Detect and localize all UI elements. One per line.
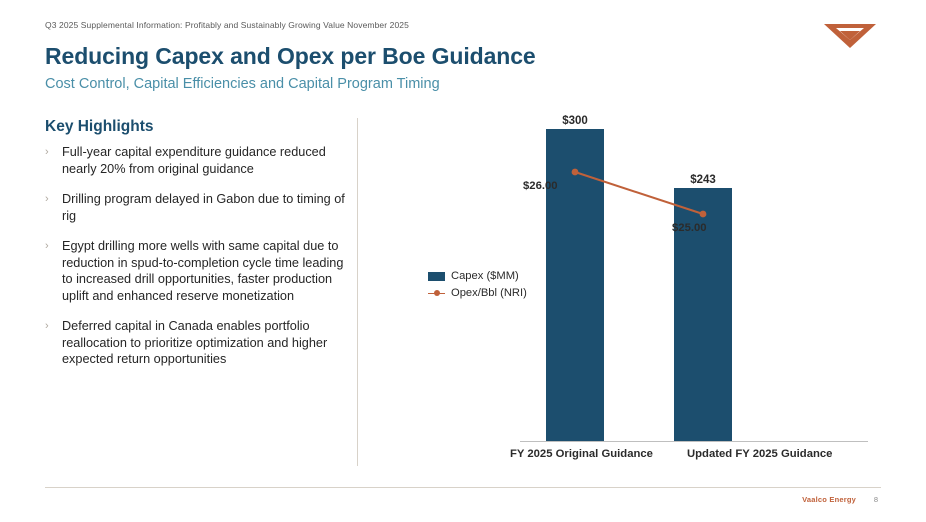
key-highlights-list — [45, 144, 345, 382]
legend-label: Capex ($MM) — [451, 270, 519, 282]
opex-value-label-updated: $25.00 — [672, 222, 707, 234]
capex-opex-chart — [380, 112, 890, 472]
legend-label: Opex/Bbl (NRI) — [451, 287, 527, 299]
footer-page-number: 8 — [873, 495, 878, 504]
list-item — [45, 191, 345, 224]
legend-item-capex — [428, 270, 527, 282]
footer-brand-label: Vaalco Energy — [802, 495, 856, 504]
bar-value-label-original: $300 — [562, 115, 588, 127]
x-axis-category-labels — [510, 448, 868, 468]
chart-plot-area — [380, 112, 890, 442]
vertical-divider — [357, 118, 358, 466]
list-item — [45, 144, 345, 177]
vaalco-logo-icon — [822, 22, 878, 50]
footer-divider — [45, 487, 881, 488]
opex-value-label-original: $26.00 — [523, 180, 558, 192]
chevron-right-icon: › — [45, 320, 49, 332]
slide-eyebrow: Q3 2025 Supplemental Information: Profitably and Sustainably Growing Value November 2025 — [45, 20, 409, 30]
chevron-right-icon: › — [45, 146, 49, 158]
page-subtitle: Cost Control, Capital Efficiencies and Capital Program Timing — [45, 76, 440, 92]
list-item-text: Deferred capital in Canada enables portfolio reallocation to prioritize optimization and higher expected return opportunities — [62, 319, 328, 366]
x-axis-tick-label: FY 2025 Original Guidance — [510, 448, 653, 460]
bar-value-label-updated: $243 — [690, 174, 716, 186]
key-highlights-heading: Key Highlights — [45, 118, 154, 135]
list-item — [45, 238, 345, 304]
legend-item-opex — [428, 287, 527, 299]
chevron-right-icon: › — [45, 240, 49, 252]
chevron-right-icon: › — [45, 193, 49, 205]
legend-line-swatch-icon — [428, 289, 445, 298]
list-item-text: Drilling program delayed in Gabon due to timing of rig — [62, 192, 345, 223]
list-item-text: Full-year capital expenditure guidance reduced nearly 20% from original guidance — [62, 145, 326, 176]
list-item-text: Egypt drilling more wells with same capital due to reduction in spud-to-completion cycle time leading to increased drill opportunities, faster production uplift and enhanced reserve monetization — [62, 239, 344, 303]
x-axis-tick-label: Updated FY 2025 Guidance — [687, 448, 833, 460]
chart-legend — [428, 270, 527, 304]
legend-bar-swatch-icon — [428, 272, 445, 281]
list-item — [45, 318, 345, 368]
page-title: Reducing Capex and Opex per Boe Guidance — [45, 43, 536, 69]
